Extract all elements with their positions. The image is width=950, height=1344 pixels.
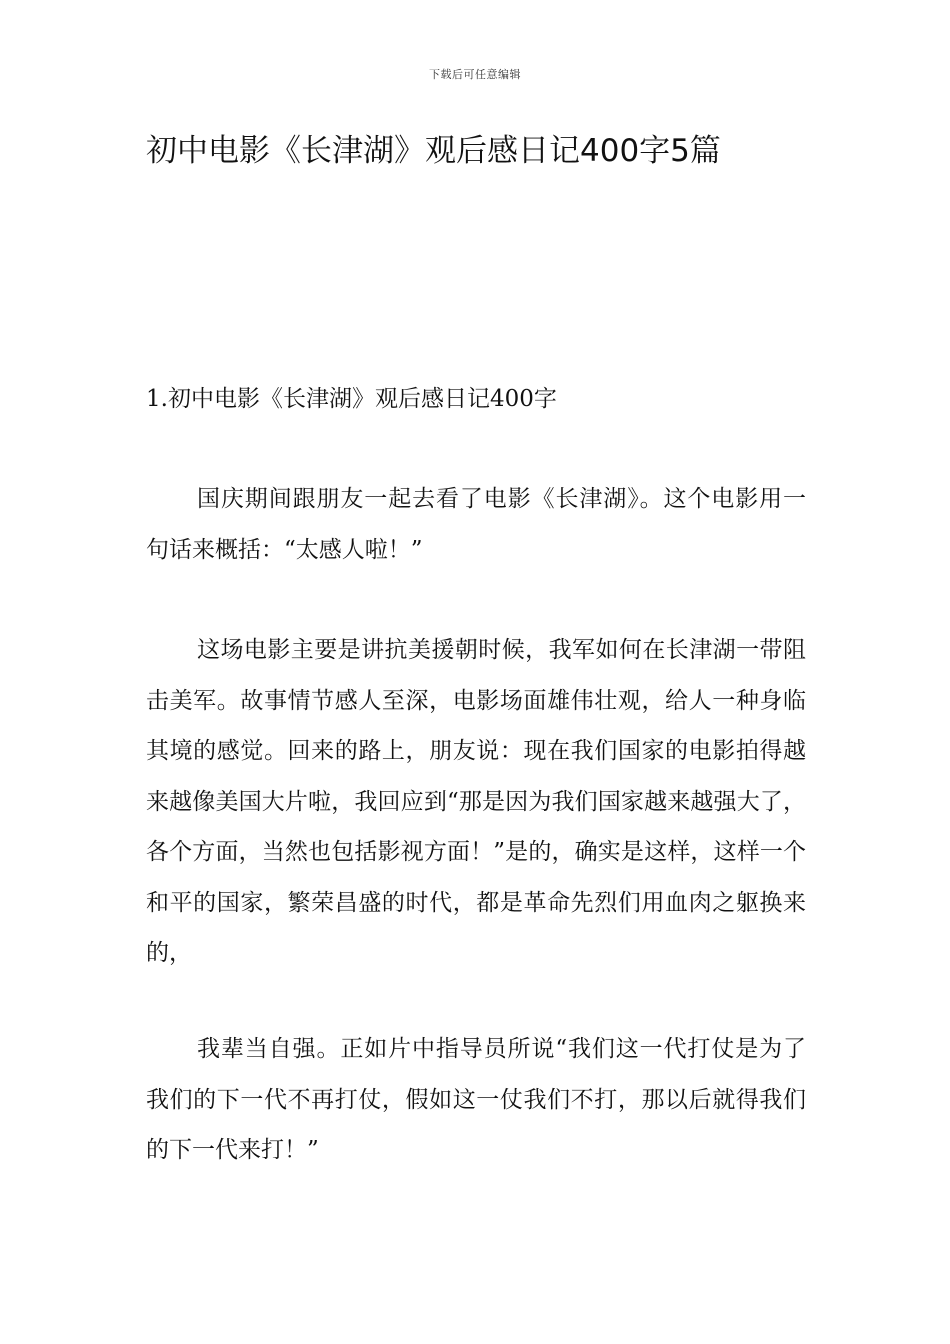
header-note: 下载后可任意编辑 — [429, 68, 521, 81]
paragraph: 这场电影主要是讲抗美援朝时候，我军如何在长津湖一带阻击美军。故事情节感人至深，电影场面雄伟壮观，给人一种身临其境的感觉。回来的路上，朋友说：现在我们国家的电影拍得越来越像美国大片啦，我回应到“那是因为我们国家越来越强大了，各个方面，当然也包括影视方面！”是的，确实是这样，这样一个和平的国家，繁荣昌盛的时代，都是革命先烈们用血肉之躯换来的， — [146, 637, 806, 966]
section-heading: 1.初中电影《长津湖》观后感日记400字 — [146, 386, 557, 412]
paragraph: 国庆期间跟朋友一起去看了电影《长津湖》。这个电影用一句话来概括：“太感人啦！” — [146, 486, 806, 563]
document-title: 初中电影《长津湖》观后感日记400字5篇 — [146, 133, 721, 169]
paragraph: 我辈当自强。正如片中指导员所说“我们这一代打仗是为了我们的下一代不再打仗，假如这一仗我们不打，那以后就得我们的下一代来打！” — [146, 1036, 806, 1163]
